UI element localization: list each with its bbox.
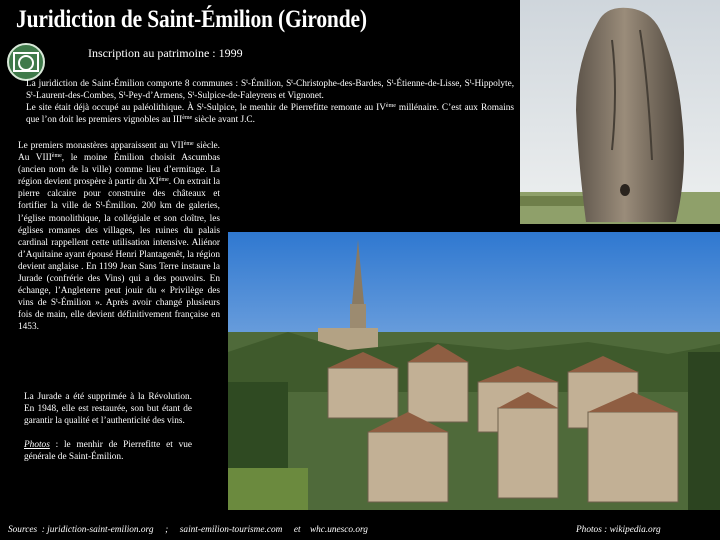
intro-paragraph-prehistory: Le site était déjà occupé au paléolithique. À $S^t$-Sulpice, le menhir de Pierrefitte remonte au IVème millénaire. C’est aux Romains que l’on doit les premiers vignobles au IIIème siècle avant J.C. bbox=[26, 103, 514, 125]
footer bbox=[0, 522, 720, 540]
page-title: Juridiction de Saint-Émilion (Gironde) bbox=[16, 6, 367, 33]
unesco-world-heritage-icon bbox=[3, 42, 49, 82]
intro-paragraph-communes: La juridiction de Saint-Émilion comporte 8 communes : $S^t$-Émilion, $S^t-Christophe-des$-Bardes, $S^t-Étienne-de$-Lisse, $S^t$-Hippolyte, $S^t-Laurent-des$-Combes, $S^t-Pey-d’Armens$, $S^t-Sulpice-de$-Faleyrens et Vignonet. bbox=[26, 79, 515, 101]
photos-credit: Photos : wikipedia.org bbox=[576, 525, 661, 535]
photo-caption-text: : le menhir de Pierrefitte et vue générale de Saint-Émilion. bbox=[24, 440, 192, 463]
jurade-text-block bbox=[24, 391, 192, 463]
jurade-text: La Jurade a été supprimée à la Révolution. En 1948, elle est restaurée, son but étant de garantir la qualité et l’authenticité des vins. bbox=[24, 392, 192, 427]
history-text: Le premiers monastères apparaissent au VIIème siècle. Au VIIIème, le moine Émilion choisit Ascumbas (ancien nom de la ville) comme lieu d’ermitage. La région devient prospère à partir du XIème. On extrait la pierre calcaire pour construire des châteaux et fortifier la ville de $S^t$-Émilion. 200 km de galeries, l’église monolithique, la collégiale et son cloître, les églises romanes des villages, les ruines du palais cardinal rappellent cette utilisation intensive. Aliénor d’Aquitaine ayant épousé Henri Plantagenêt, la région devient anglaise . En 1199 Jean Sans Terre instaure la Jurade (confrérie des Vins) qui a des pouvoirs. En échange, l’Angleterre peut jouir du « Privilège des vins de $S^t$-Émilion ». Après avoir changé plusieurs fois de main, elle devient définitivement française en 1453. bbox=[18, 141, 220, 333]
photo-caption bbox=[24, 439, 192, 463]
heritage-inscription: Inscription au patrimoine : 1999 bbox=[88, 46, 243, 60]
photo-caption-label: Photos bbox=[24, 440, 50, 451]
menhir-photo bbox=[520, 0, 720, 224]
sources-credit: Sources : juridiction-saint-emilion.org ; saint-emilion-tourisme.com et whc.unesco.org bbox=[8, 525, 368, 535]
intro-text bbox=[26, 78, 514, 126]
saint-emilion-panorama-photo bbox=[228, 232, 720, 510]
